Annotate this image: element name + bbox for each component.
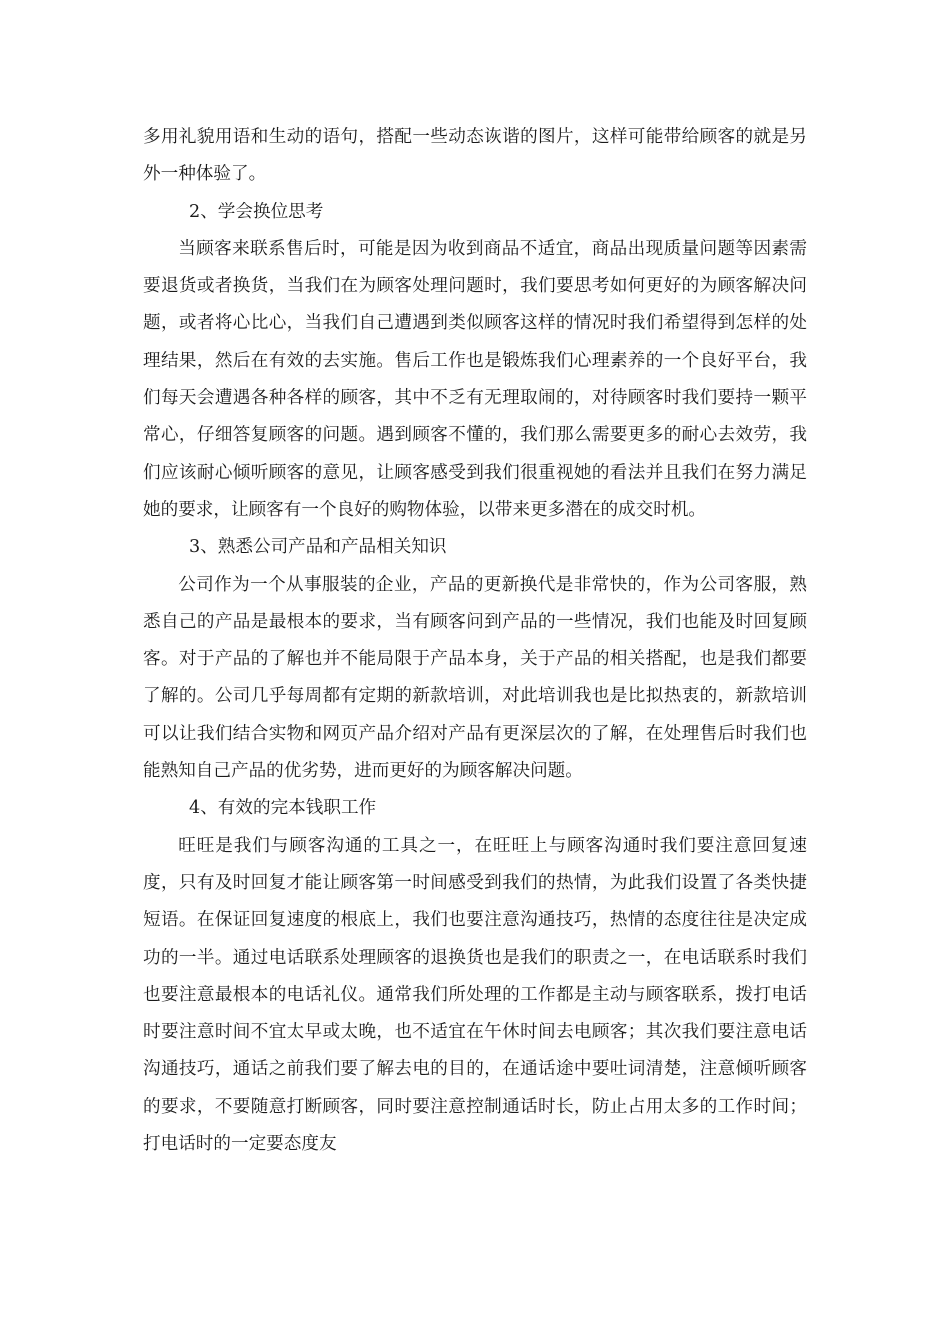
section-heading-3: 3、熟悉公司产品和产品相关知识 bbox=[189, 537, 447, 558]
section-heading-2: 2、学会换位思考 bbox=[189, 201, 324, 222]
paragraph-body: 旺旺是我们与顾客沟通的工具之一，在旺旺上与顾客沟通时我们要注意回复速度，只有及时回复才能让顾客第一时间感受到我们的热情，为此我们设置了各类快捷短语。在保证回复速度的根底上，我们也要注意沟通技巧，热情的态度往往是决定成功的一半。通过电话联系处理顾客的退换货也是我们的职责之一，在电话联系时我们也要注意最根本的电话礼仪。通常我们所处理的工作都是主动与顾客联系，拨打电话时要注意时间不宜太早或太晚，也不适宜在午休时间去电顾客；其次我们要注意电话沟通技巧，通话之前我们要了解去电的目的，在通话途中要吐词清楚，注意倾听顾客的要求，不要随意打断顾客，同时要注意控制通话时长，防止占用太多的工作时间；打电话时的一定要态度友 bbox=[143, 835, 807, 1155]
paragraph-body: 公司作为一个从事服装的企业，产品的更新换代是非常快的，作为公司客服，熟悉自己的产品是最根本的要求，当有顾客问到产品的一些情况，我们也能及时回复顾客。对于产品的了解也并不能局限于产品本身，关于产品的相关搭配，也是我们都要了解的。公司几乎每周都有定期的新款培训，对此培训我也是比拟热衷的，新款培训可以让我们结合实物和网页产品介绍对产品有更深层次的了解，在处理售后时我们也能熟知自己产品的优劣势，进而更好的为顾客解决问题。 bbox=[143, 574, 807, 782]
section-heading-4: 4、有效的完本钱职工作 bbox=[189, 798, 377, 819]
paragraph-continuation: 多用礼貌用语和生动的语句，搭配一些动态诙谐的图片，这样可能带给顾客的就是另外一种体验了。 bbox=[143, 127, 807, 185]
document-body bbox=[143, 119, 807, 1163]
paragraph-body: 当顾客来联系售后时，可能是因为收到商品不适宜，商品出现质量问题等因素需要退货或者换货，当我们在为顾客处理问题时，我们要思考如何更好的为顾客解决问题，或者将心比心，当我们自己遭遇到类似顾客这样的情况时我们希望得到怎样的处理结果，然后在有效的去实施。售后工作也是锻炼我们心理素养的一个良好平台，我们每天会遭遇各种各样的顾客，其中不乏有无理取闹的，对待顾客时我们要持一颗平常心，仔细答复顾客的问题。遇到顾客不懂的，我们那么需要更多的耐心去效劳，我们应该耐心倾听顾客的意见，让顾客感受到我们很重视她的看法并且我们在努力满足她的要求，让顾客有一个良好的购物体验，以带来更多潜在的成交时机。 bbox=[143, 238, 807, 520]
